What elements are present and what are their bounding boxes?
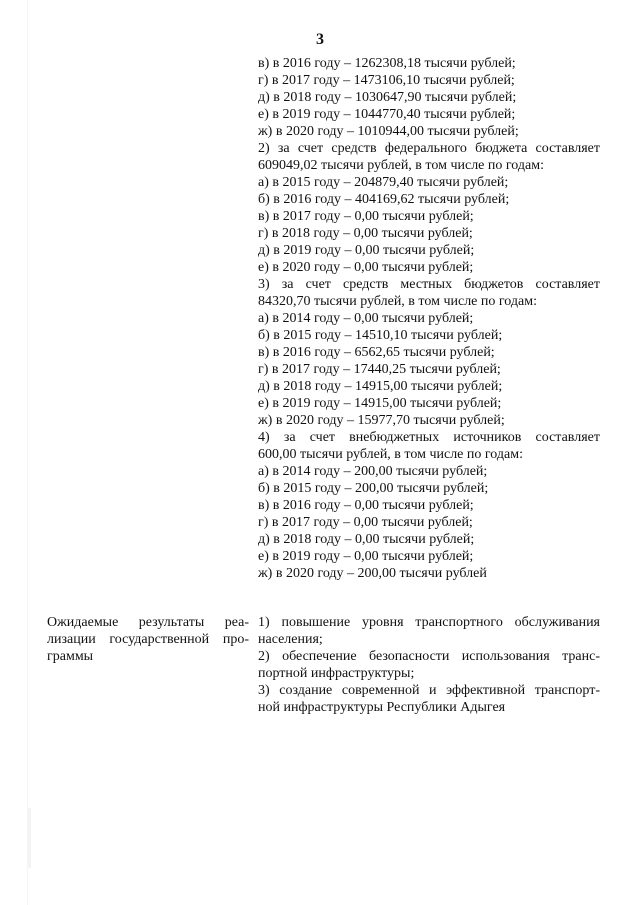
text-line: е) в 2019 году – 14915,00 тысячи рублей;	[258, 396, 502, 411]
text-line: 4) за счет внебюджетных источников составляет	[258, 430, 600, 445]
text-line: ж) в 2020 году – 200,00 тысячи рублей	[258, 566, 487, 581]
text-line: г) в 2017 году – 0,00 тысячи рублей;	[258, 515, 473, 530]
text-line: а) в 2014 году – 0,00 тысячи рублей;	[258, 311, 474, 326]
text-line: ж) в 2020 году – 1010944,00 тысячи рублей;	[258, 124, 519, 139]
text-line: д) в 2018 году – 1030647,90 тысячи рублей;	[258, 90, 517, 105]
text-line: населения;	[258, 632, 323, 647]
text-line: лизации государственной про-	[47, 632, 249, 647]
text-line: 3) создание современной и эффективной транспорт-	[258, 683, 600, 698]
funding-breakdown	[258, 55, 600, 582]
text-line: д) в 2019 году – 0,00 тысячи рублей;	[258, 243, 475, 258]
text-line: Ожидаемые результаты реа-	[47, 615, 249, 630]
text-line: 2) обеспечение безопасности использования транс-	[258, 649, 600, 664]
text-line: е) в 2019 году – 1044770,40 тысячи рублей;	[258, 107, 516, 122]
text-line: в) в 2016 году – 0,00 тысячи рублей;	[258, 498, 474, 513]
text-line: 1) повышение уровня транспортного обслуживания	[258, 615, 600, 630]
text-line: а) в 2015 году – 204879,40 тысячи рублей;	[258, 175, 509, 190]
text-line: б) в 2015 году – 14510,10 тысячи рублей;	[258, 328, 503, 343]
text-line: б) в 2015 году – 200,00 тысячи рублей;	[258, 481, 489, 496]
text-line: а) в 2014 году – 200,00 тысячи рублей;	[258, 464, 488, 479]
text-line: б) в 2016 году – 404169,62 тысячи рублей;	[258, 192, 510, 207]
text-line: 84320,70 тысячи рублей, в том числе по годам:	[258, 294, 537, 309]
scan-artifact	[28, 808, 31, 868]
text-line: в) в 2016 году – 6562,65 тысячи рублей;	[258, 345, 495, 360]
text-line: в) в 2016 году – 1262308,18 тысячи рублей;	[258, 56, 516, 71]
text-line: 600,00 тысячи рублей, в том числе по годам:	[258, 447, 523, 462]
text-line: ной инфраструктуры Республики Адыгея	[258, 700, 506, 715]
text-line: в) в 2017 году – 0,00 тысячи рублей;	[258, 209, 474, 224]
text-line: ж) в 2020 году – 15977,70 тысячи рублей;	[258, 413, 505, 428]
text-line: 3) за счет средств местных бюджетов составляет	[258, 277, 600, 292]
text-line: портной инфраструктуры;	[258, 666, 415, 681]
text-line: 609049,02 тысячи рублей, в том числе по годам:	[258, 158, 544, 173]
text-line: г) в 2017 году – 1473106,10 тысячи рублей;	[258, 73, 515, 88]
text-line: г) в 2017 году – 17440,25 тысячи рублей;	[258, 362, 501, 377]
scan-edge	[27, 0, 28, 905]
page-number: 3	[316, 31, 324, 48]
text-line: 2) за счет средств федерального бюджета составляет	[258, 141, 600, 156]
text-line: е) в 2019 году – 0,00 тысячи рублей;	[258, 549, 474, 564]
text-line: е) в 2020 году – 0,00 тысячи рублей;	[258, 260, 474, 275]
text-line: граммы	[47, 649, 94, 664]
expected-results-list	[258, 614, 600, 716]
text-line: д) в 2018 году – 14915,00 тысячи рублей;	[258, 379, 503, 394]
text-line: д) в 2018 году – 0,00 тысячи рублей;	[258, 532, 475, 547]
expected-results-label	[47, 614, 249, 665]
text-line: г) в 2018 году – 0,00 тысячи рублей;	[258, 226, 473, 241]
